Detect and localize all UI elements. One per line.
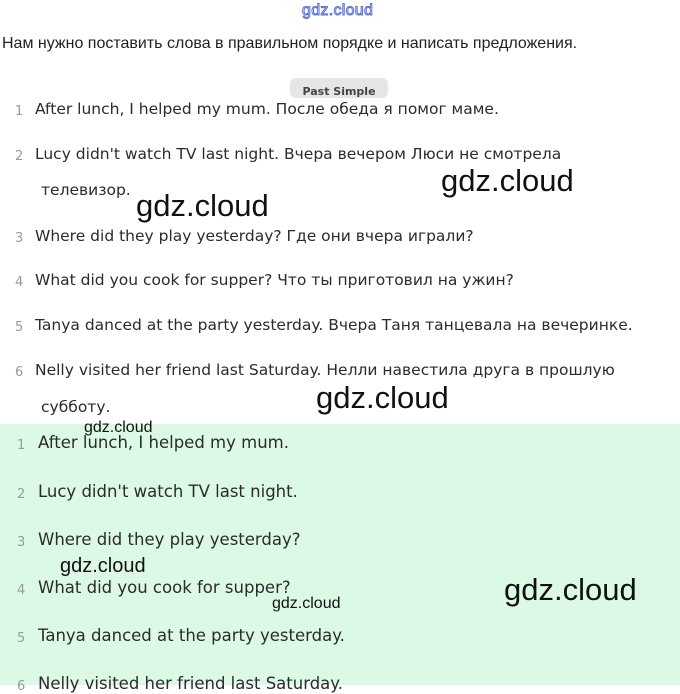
watermark-top: gdz.cloud (302, 2, 374, 19)
item-number: 6 (15, 365, 24, 380)
item-number: 5 (15, 320, 24, 335)
item-number: 4 (15, 275, 24, 290)
item-text: After lunch, I helped my mum. (38, 433, 289, 452)
item-text: Nelly visited her friend last Saturday. Нелли навестила друга в прошлую (35, 361, 615, 379)
item-number: 5 (17, 631, 26, 646)
item-text: Tanya danced at the party yesterday. (38, 626, 345, 645)
item-text: What did you cook for supper? Что ты приготовил на ужин? (35, 271, 514, 289)
item-number: 6 (17, 679, 26, 694)
item-number: 1 (17, 438, 26, 453)
tense-badge: Past Simple (290, 78, 388, 98)
watermark: gdz.cloud (441, 163, 574, 198)
watermark: gdz.cloud (504, 572, 637, 607)
watermark: gdz.cloud (136, 188, 269, 223)
watermark: gdz.cloud (60, 555, 146, 577)
watermark: gdz.cloud (272, 595, 341, 612)
watermark: gdz.cloud (316, 380, 449, 415)
item-text: Lucy didn't watch TV last night. Вчера вечером Люси не смотрела (35, 145, 562, 163)
item-text: Tanya danced at the party yesterday. Вчера Таня танцевала на вечеринке. (35, 316, 633, 334)
watermark: gdz.cloud (84, 419, 153, 436)
item-text-continuation: телевизор. (41, 181, 131, 199)
item-number: 3 (17, 535, 26, 550)
item-text: Lucy didn't watch TV last night. (38, 482, 298, 501)
item-text: Where did they play yesterday? Где они вчера играли? (35, 227, 474, 245)
item-number: 1 (15, 104, 24, 119)
item-number: 4 (17, 583, 26, 598)
item-number: 2 (15, 149, 24, 164)
item-text: Nelly visited her friend last Saturday. (38, 674, 343, 693)
item-text: After lunch, I helped my mum. После обеда я помог маме. (35, 100, 499, 118)
item-number: 3 (15, 231, 24, 246)
item-text-continuation: субботу. (41, 398, 111, 416)
item-text: What did you cook for supper? (38, 578, 291, 597)
instruction-text: Нам нужно поставить слова в правильном порядке и написать предложения. (2, 35, 578, 52)
item-number: 2 (17, 487, 26, 502)
item-text: Where did they play yesterday? (38, 530, 301, 549)
